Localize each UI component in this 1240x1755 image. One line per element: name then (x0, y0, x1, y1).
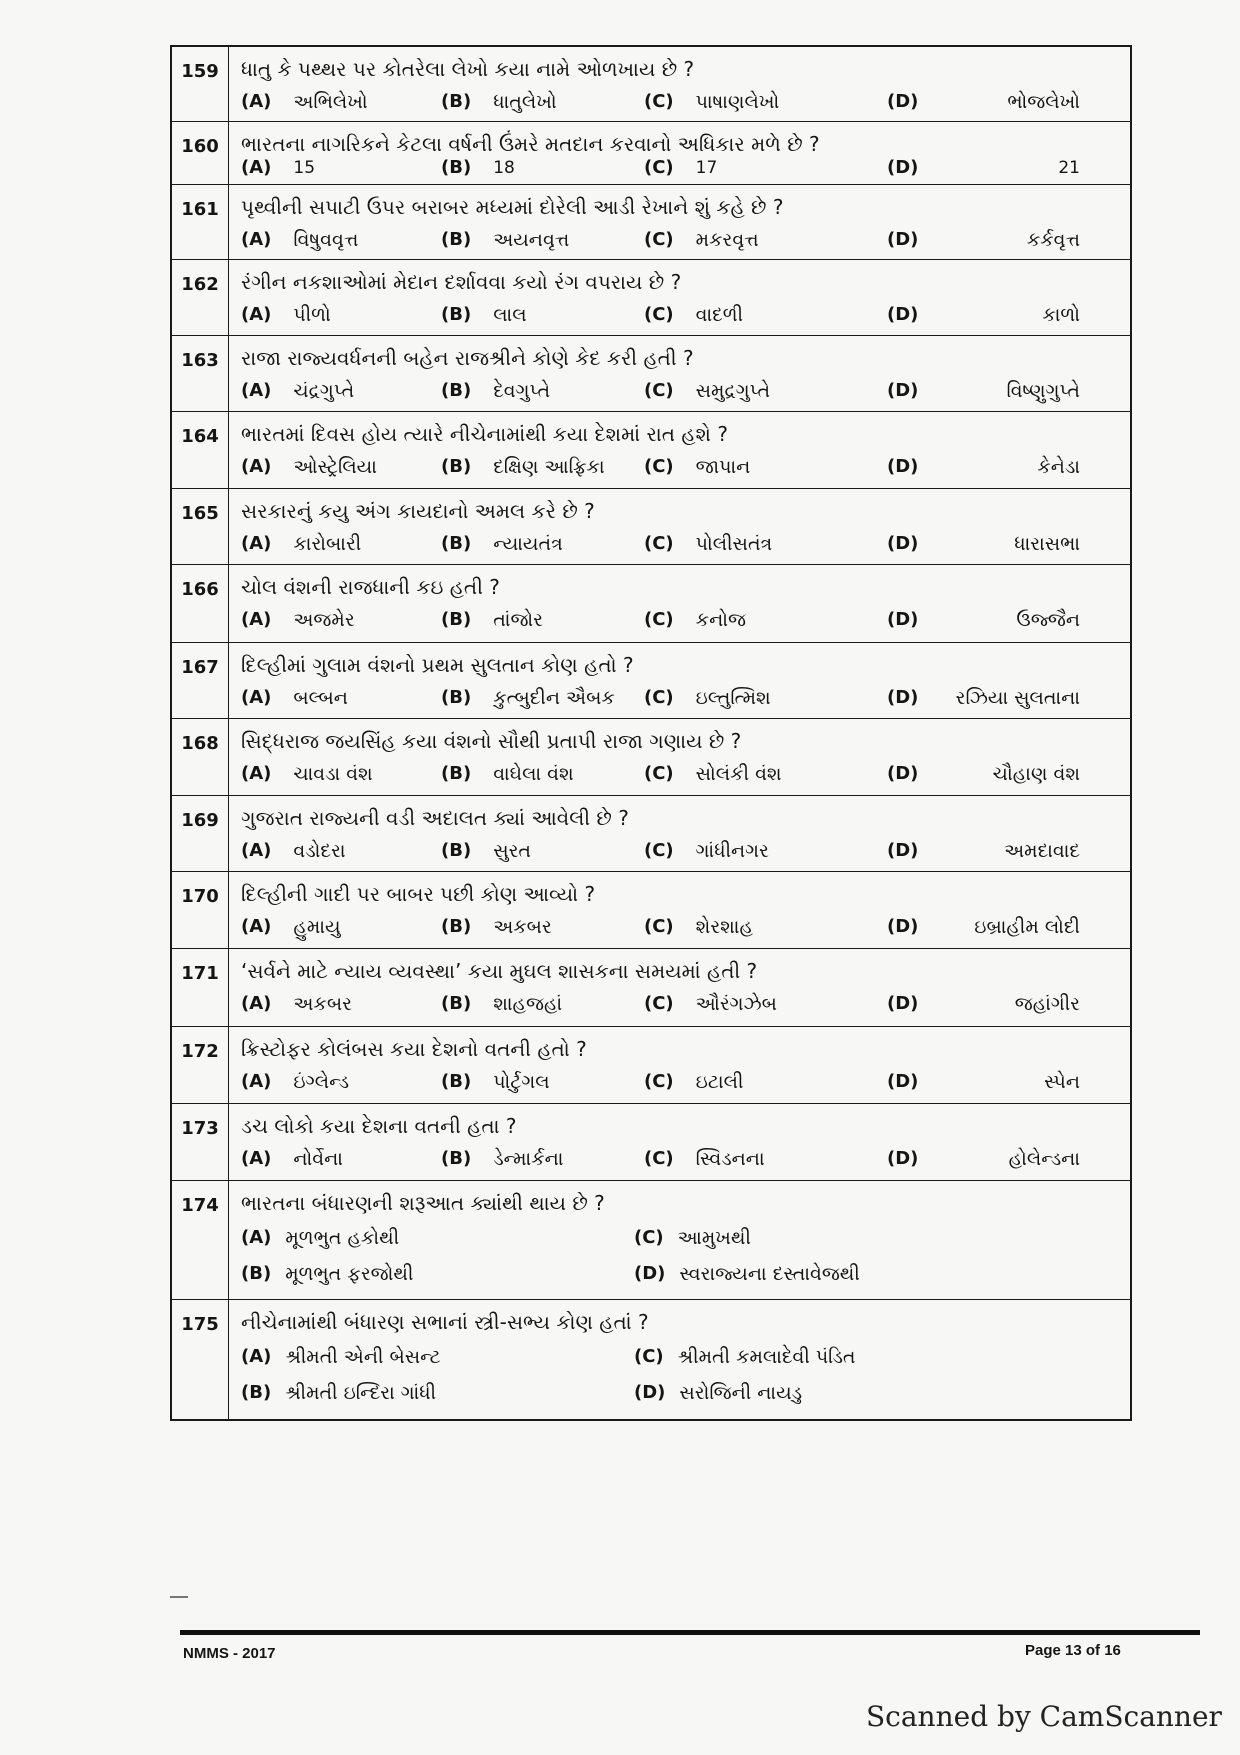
question-row (171, 949, 1131, 1027)
question-body (229, 949, 1132, 1027)
option-label: (B) (441, 993, 472, 1014)
question-body (229, 260, 1132, 336)
option-c (644, 89, 887, 115)
options-list (241, 531, 1120, 557)
option-text: કારોબારી (293, 533, 362, 555)
option-label: (D) (634, 1382, 666, 1403)
option-label: (C) (644, 456, 674, 477)
option-label: (B) (441, 763, 472, 784)
option-text: કેનેડા (1037, 456, 1080, 478)
option-text: અજમેર (293, 609, 355, 631)
option-label: (D) (887, 1071, 919, 1092)
option-label: (A) (241, 1071, 272, 1092)
option-label: (B) (441, 91, 472, 112)
option-label: (D) (887, 840, 919, 861)
question-text: ગુજરાત રાજ્યની વડી અદાલત ક્યાં આવેલી છે ? (241, 806, 629, 830)
question-text: ચોલ વંશની રાજધાની કઇ હતી ? (241, 575, 500, 599)
option-text: સ્વરાજ્યના દસ્તાવેજથી (679, 1263, 860, 1285)
option-text: વાદળી (695, 304, 744, 326)
option-b (441, 761, 644, 787)
option-c (644, 158, 887, 178)
option-c (634, 1225, 1120, 1251)
option-text: પીળો (293, 304, 331, 326)
option-text: ઇબ્રાહીમ લોદી (974, 916, 1080, 938)
option-label: (B) (441, 456, 472, 477)
option-d (887, 158, 1120, 178)
option-text: નોર્વેના (293, 1148, 343, 1170)
option-text: કર્કવૃત્ત (1026, 229, 1080, 251)
option-d (887, 838, 1120, 864)
option-label: (B) (241, 1263, 272, 1284)
options-list (241, 685, 1120, 711)
option-text: સરોજિની નાયડુ (679, 1382, 803, 1404)
options-list (241, 761, 1120, 787)
option-label: (B) (441, 380, 472, 401)
option-text: જાપાન (695, 456, 751, 478)
question-number: 162 (171, 260, 229, 336)
options-list (241, 607, 1120, 633)
option-d (887, 1146, 1120, 1172)
question-row (171, 1181, 1131, 1300)
option-label: (D) (887, 916, 919, 937)
option-b (441, 914, 644, 940)
question-number: 174 (171, 1181, 229, 1300)
option-b (441, 607, 644, 633)
option-label: (C) (634, 1346, 664, 1367)
option-d (634, 1380, 1120, 1406)
option-label: (D) (887, 533, 919, 554)
question-text: ભારતના નાગરિકને કેટલા વર્ષની ઉંમરે મતદાન કરવાનો અધિકાર મળે છે ? (241, 132, 820, 156)
option-a (241, 227, 441, 253)
option-text: ઔરંગઝેબ (695, 993, 777, 1015)
option-text: ભોજલેખો (1007, 91, 1080, 113)
option-label: (B) (441, 687, 472, 708)
option-text: લાલ (493, 304, 527, 326)
question-text: ધાતુ કે પથ્થર પર કોતરેલા લેખો કયા નામે ઓળખાય છે ? (241, 57, 695, 81)
option-text: ઓસ્ટ્રેલિયા (293, 456, 377, 478)
question-body (229, 872, 1132, 949)
option-label: (C) (634, 1227, 664, 1248)
question-number: 171 (171, 949, 229, 1027)
option-c (644, 1069, 887, 1095)
option-label: (D) (887, 687, 919, 708)
options-list (241, 991, 1120, 1017)
question-body (229, 1027, 1132, 1104)
question-row (171, 412, 1131, 489)
option-label: (A) (241, 304, 272, 325)
option-text: કનોજ (695, 609, 746, 631)
option-label: (D) (887, 763, 919, 784)
option-label: (B) (441, 304, 472, 325)
option-text: સુરત (493, 840, 531, 862)
option-a (241, 914, 441, 940)
option-label: (B) (441, 533, 472, 554)
question-table (170, 45, 1132, 1421)
option-text: બલ્બન (293, 687, 348, 709)
question-row (171, 565, 1131, 643)
option-label: (A) (241, 1346, 272, 1367)
question-row (171, 336, 1131, 412)
option-text: સ્પેન (1044, 1071, 1080, 1093)
question-row (171, 489, 1131, 565)
option-b (441, 227, 644, 253)
options-list (241, 1344, 1120, 1406)
option-label: (A) (241, 157, 272, 178)
option-label: (A) (241, 456, 272, 477)
question-number: 159 (171, 46, 229, 122)
option-label: (B) (441, 609, 472, 630)
option-label: (D) (887, 993, 919, 1014)
option-d (887, 454, 1120, 480)
question-number: 170 (171, 872, 229, 949)
question-body (229, 46, 1132, 122)
option-text: મૂળભુત હકોથી (285, 1227, 400, 1249)
option-label: (C) (644, 609, 674, 630)
option-text: અયનવૃત્ત (493, 229, 570, 251)
question-body (229, 336, 1132, 412)
option-a (241, 1146, 441, 1172)
option-text: શ્રીમતી એની બેસન્ટ (285, 1346, 441, 1368)
option-label: (B) (441, 229, 472, 250)
footer-page-number: Page 13 of 16 (1025, 1642, 1121, 1659)
scan-artifact (170, 1596, 188, 1598)
option-text: પોર્ટુગલ (493, 1071, 550, 1093)
option-label: (C) (644, 840, 674, 861)
option-label: (A) (241, 687, 272, 708)
question-text: ‘સર્વને માટે ન્યાય વ્યવસ્થા’ કયા મુઘલ શાસકના સમયમાં હતી ? (241, 959, 758, 983)
options-list (241, 454, 1120, 480)
option-label: (A) (241, 91, 272, 112)
option-text: કુત્બુદીન ઐબક (493, 687, 615, 709)
option-label: (D) (634, 1263, 666, 1284)
option-label: (C) (644, 763, 674, 784)
option-b (441, 531, 644, 557)
option-label: (D) (887, 157, 919, 178)
option-b (441, 991, 644, 1017)
question-body (229, 1300, 1132, 1420)
option-text: અભિલેખો (293, 91, 368, 113)
option-text: ઇલ્તુત્મિશ (695, 687, 771, 709)
question-body (229, 1104, 1132, 1181)
option-c (644, 227, 887, 253)
option-a (241, 454, 441, 480)
option-text: અકબર (293, 993, 352, 1015)
option-c (644, 991, 887, 1017)
option-text: 21 (1058, 158, 1080, 178)
option-a (241, 302, 441, 328)
options-list (241, 1225, 1120, 1287)
question-body (229, 185, 1132, 260)
question-row (171, 1104, 1131, 1181)
option-c (644, 761, 887, 787)
option-c (644, 607, 887, 633)
option-label: (C) (644, 687, 674, 708)
option-label: (D) (887, 229, 919, 250)
question-text: સિદ્ધરાજ જયસિંહ કયા વંશનો સૌથી પ્રતાપી રાજા ગણાય છે ? (241, 729, 742, 753)
option-label: (D) (887, 456, 919, 477)
question-row (171, 1300, 1131, 1420)
options-list (241, 89, 1120, 115)
option-a (241, 531, 441, 557)
question-number: 173 (171, 1104, 229, 1181)
option-text: ગાંધીનગર (695, 840, 769, 862)
question-text: ભારતના બંધારણની શરૂઆત ક્યાંથી થાય છે ? (241, 1191, 605, 1215)
option-c (644, 378, 887, 404)
question-body (229, 1181, 1132, 1300)
option-text: કાળો (1042, 304, 1080, 326)
option-c (644, 838, 887, 864)
option-d (887, 531, 1120, 557)
option-label: (A) (241, 1227, 272, 1248)
option-a (241, 991, 441, 1017)
option-d (887, 378, 1120, 404)
option-label: (C) (644, 304, 674, 325)
option-text: હોલેન્ડના (1008, 1148, 1080, 1170)
option-text: હુમાયુ (293, 916, 341, 938)
option-text: ઉજ્જૈન (1016, 609, 1080, 631)
option-label: (D) (887, 304, 919, 325)
option-label: (C) (644, 1148, 674, 1169)
options-list (241, 1146, 1120, 1172)
options-list (241, 914, 1120, 940)
option-c (644, 914, 887, 940)
option-text: સમુદ્રગુપ્તે (695, 380, 771, 402)
question-row (171, 643, 1131, 719)
option-text: શાહજહાં (493, 993, 563, 1015)
option-label: (D) (887, 91, 919, 112)
question-text: દિલ્હીની ગાદી પર બાબર પછી કોણ આવ્યો ? (241, 882, 596, 906)
option-b (441, 1069, 644, 1095)
option-label: (D) (887, 609, 919, 630)
option-text: પાષાણલેખો (695, 91, 780, 113)
option-text: મકરવૃત્ત (695, 229, 759, 251)
option-a (241, 1225, 634, 1251)
option-text: સોલંકી વંશ (695, 763, 782, 785)
option-text: વડોદરા (293, 840, 346, 862)
option-a (241, 1069, 441, 1095)
option-label: (A) (241, 1148, 272, 1169)
option-text: શ્રીમતી કમલાદેવી પંડિત (677, 1346, 856, 1368)
option-text: આમુખથી (677, 1227, 751, 1249)
option-label: (C) (644, 533, 674, 554)
option-b (241, 1380, 634, 1406)
question-body (229, 122, 1132, 185)
option-label: (B) (441, 157, 472, 178)
option-label: (A) (241, 380, 272, 401)
option-label: (C) (644, 993, 674, 1014)
option-text: 15 (293, 158, 316, 178)
option-label: (A) (241, 763, 272, 784)
option-text: ઇંગ્લેન્ડ (293, 1071, 350, 1093)
question-text: ક્રિસ્ટોફર કોલંબસ કયા દેશનો વતની હતો ? (241, 1037, 587, 1061)
options-list (241, 158, 1120, 178)
option-text: અમદાવાદ (1004, 840, 1080, 862)
option-label: (C) (644, 91, 674, 112)
option-text: વિષ્ણુગુપ્તે (1006, 380, 1080, 402)
option-label: (A) (241, 916, 272, 937)
option-label: (B) (441, 1148, 472, 1169)
question-row (171, 46, 1131, 122)
option-a (241, 89, 441, 115)
question-number: 172 (171, 1027, 229, 1104)
option-text: ચાવડા વંશ (293, 763, 373, 785)
question-body (229, 643, 1132, 719)
option-label: (D) (887, 1148, 919, 1169)
question-text: ભારતમાં દિવસ હોય ત્યારે નીચેનામાંથી કયા દેશમાં રાત હશે ? (241, 422, 728, 446)
option-a (241, 607, 441, 633)
options-list (241, 378, 1120, 404)
question-text: નીચેનામાંથી બંધારણ સભાનાં સ્ત્રી-સભ્ય કોણ હતાં ? (241, 1310, 649, 1334)
option-text: જહાંગીર (1014, 993, 1080, 1015)
option-text: શ્રીમતી ઇન્દિરા ગાંધી (285, 1382, 437, 1404)
question-row (171, 872, 1131, 949)
option-c (644, 454, 887, 480)
option-c (644, 531, 887, 557)
question-text: દિલ્હીમાં ગુલામ વંશનો પ્રથમ સુલતાન કોણ હતો ? (241, 653, 634, 677)
option-label: (B) (441, 916, 472, 937)
option-a (241, 1344, 634, 1370)
option-b (441, 454, 644, 480)
option-a (241, 838, 441, 864)
option-b (441, 158, 644, 178)
option-label: (B) (241, 1382, 272, 1403)
question-body (229, 412, 1132, 489)
question-number: 161 (171, 185, 229, 260)
option-c (644, 302, 887, 328)
question-number: 168 (171, 719, 229, 796)
option-b (441, 302, 644, 328)
question-number: 175 (171, 1300, 229, 1420)
option-label: (C) (644, 157, 674, 178)
option-label: (D) (887, 380, 919, 401)
option-text: દક્ષિણ આફ્રિકા (493, 456, 605, 478)
option-text: રઝિયા સુલતાના (955, 687, 1080, 709)
option-text: ચૌહાણ વંશ (992, 763, 1080, 785)
option-label: (A) (241, 993, 272, 1014)
question-row (171, 719, 1131, 796)
option-label: (C) (644, 380, 674, 401)
option-label: (B) (441, 840, 472, 861)
footer-exam-name: NMMS - 2017 (183, 1645, 276, 1662)
question-text: રાજા રાજ્યવર્ધનની બહેન રાજશ્રીને કોણે કેદ કરી હતી ? (241, 346, 694, 370)
option-d (887, 302, 1120, 328)
question-body (229, 796, 1132, 872)
option-text: ડેન્માર્કના (493, 1148, 564, 1170)
option-text: તાંજોર (493, 609, 543, 631)
option-text: સ્વિડનના (695, 1148, 765, 1170)
option-text: વાઘેલા વંશ (493, 763, 574, 785)
option-text: ચંદ્રગુપ્તે (293, 380, 355, 402)
option-text: પોલીસતંત્ર (695, 533, 773, 555)
question-row (171, 122, 1131, 185)
option-d (887, 1069, 1120, 1095)
question-body (229, 489, 1132, 565)
option-b (441, 89, 644, 115)
option-text: ન્યાયતંત્ર (493, 533, 563, 555)
question-body (229, 719, 1132, 796)
option-a (241, 378, 441, 404)
question-text: સરકારનું કયુ અંગ કાયદાનો અમલ કરે છે ? (241, 499, 595, 523)
question-row (171, 260, 1131, 336)
question-text: ડચ લોકો કયા દેશના વતની હતા ? (241, 1114, 517, 1138)
option-text: 18 (493, 158, 515, 178)
question-number: 165 (171, 489, 229, 565)
option-c (644, 685, 887, 711)
option-d (887, 89, 1120, 115)
question-row (171, 185, 1131, 260)
option-label: (A) (241, 229, 272, 250)
option-a (241, 761, 441, 787)
option-a (241, 685, 441, 711)
option-b (241, 1261, 634, 1287)
option-b (441, 1146, 644, 1172)
options-list (241, 838, 1120, 864)
option-d (887, 914, 1120, 940)
option-text: વિષુવવૃત્ત (293, 229, 359, 251)
question-body (229, 565, 1132, 643)
question-text: રંગીન નકશાઓમાં મેદાન દર્શાવવા કયો રંગ વપરાય છે ? (241, 270, 682, 294)
question-number: 164 (171, 412, 229, 489)
question-number: 166 (171, 565, 229, 643)
option-label: (B) (441, 1071, 472, 1092)
option-label: (A) (241, 840, 272, 861)
footer-rule (180, 1630, 1200, 1635)
option-text: 17 (695, 158, 718, 178)
option-a (241, 158, 441, 178)
option-d (887, 685, 1120, 711)
scanner-watermark: Scanned by CamScanner (866, 1700, 1222, 1733)
option-label: (C) (644, 1071, 674, 1092)
option-text: ઇટાલી (695, 1071, 744, 1093)
options-list (241, 302, 1120, 328)
option-c (634, 1344, 1120, 1370)
option-b (441, 838, 644, 864)
option-b (441, 378, 644, 404)
option-text: અકબર (493, 916, 552, 938)
options-list (241, 227, 1120, 253)
option-label: (A) (241, 533, 272, 554)
option-text: ધાતુલેખો (493, 91, 557, 113)
option-d (634, 1261, 1120, 1287)
option-d (887, 761, 1120, 787)
question-row (171, 796, 1131, 872)
option-text: મૂળભુત ફરજોથી (285, 1263, 414, 1285)
options-list (241, 1069, 1120, 1095)
option-label: (A) (241, 609, 272, 630)
question-number: 169 (171, 796, 229, 872)
question-number: 163 (171, 336, 229, 412)
question-text: પૃથ્વીની સપાટી ઉપર બરાબર મધ્યમાં દોરેલી આડી રેખાને શું કહે છે ? (241, 195, 784, 219)
option-d (887, 991, 1120, 1017)
option-d (887, 227, 1120, 253)
question-number: 160 (171, 122, 229, 185)
option-text: દેવગુપ્તે (493, 380, 551, 402)
option-d (887, 607, 1120, 633)
option-label: (C) (644, 229, 674, 250)
option-b (441, 685, 644, 711)
option-text: ધારાસભા (1014, 533, 1080, 555)
question-row (171, 1027, 1131, 1104)
option-label: (C) (644, 916, 674, 937)
option-text: શેરશાહ (695, 916, 753, 938)
question-number: 167 (171, 643, 229, 719)
option-c (644, 1146, 887, 1172)
